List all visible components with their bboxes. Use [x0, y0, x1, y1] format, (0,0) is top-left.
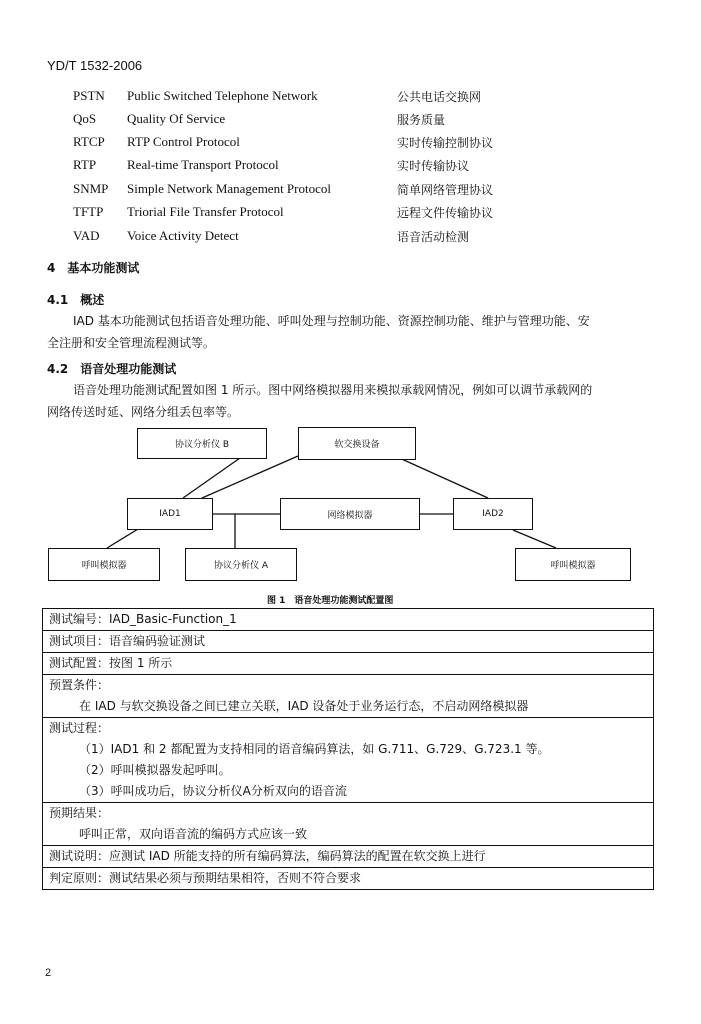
protocol-analyzer-b-box: 协议分析仪 B: [137, 428, 267, 459]
table-row: [43, 653, 654, 675]
iad2-box: IAD2: [453, 498, 533, 530]
table-row: [43, 631, 654, 653]
abbr-code: VAD: [73, 228, 100, 243]
procedure-label: 测试过程：: [49, 721, 110, 735]
section-4-2-text-line2: 网络传送时延、网络分组丢包率等。: [47, 405, 240, 419]
procedure-step-2: （2）呼叫模拟器发起呼叫。: [79, 763, 231, 777]
judgement-rule-cell: 判定原则：测试结果必须与预期结果相符，否则不符合要求: [43, 868, 654, 890]
call-simulator-right-box: 呼叫模拟器: [515, 548, 631, 581]
abbr-english: RTP Control Protocol: [127, 134, 240, 149]
softswitch-box: 软交换设备: [298, 427, 416, 460]
procedure-step-1: （1）IAD1 和 2 都配置为支持相同的语音编码算法，如 G.711、G.729、G.723.1 等。: [79, 742, 550, 756]
table-row: [43, 718, 654, 803]
procedure-cell: [43, 718, 654, 803]
abbr-english: Voice Activity Detect: [127, 228, 239, 243]
abbr-chinese: 实时传输协议: [397, 159, 470, 173]
procedure-step-3: （3）呼叫成功后，协议分析仪A分析双向的语音流: [79, 784, 347, 798]
abbr-chinese: 公共电话交换网: [397, 90, 482, 104]
expected-text: 呼叫正常，双向语音流的编码方式应该一致: [79, 827, 308, 841]
abbr-chinese: 服务质量: [397, 113, 446, 127]
expected-result-cell: [43, 803, 654, 846]
section-4-1-heading: 4.1 概述: [47, 293, 105, 307]
abbr-english: Quality Of Service: [127, 111, 226, 126]
abbr-code: SNMP: [73, 181, 109, 196]
abbr-code: RTP: [73, 157, 97, 172]
test-id-cell: 测试编号：IAD_Basic-Function_1: [43, 609, 654, 631]
abbr-chinese: 语音活动检测: [397, 230, 470, 244]
section-4-heading: 4 基本功能测试: [47, 261, 140, 275]
test-case-table: [42, 608, 654, 890]
section-4-2-heading: 4.2 语音处理功能测试: [47, 362, 177, 376]
section-4-1-text-line2: 全注册和安全管理流程测试等。: [47, 336, 216, 350]
abbr-english: Simple Network Management Protocol: [127, 181, 331, 196]
test-item-cell: 测试项目：语音编码验证测试: [43, 631, 654, 653]
network-simulator-box: 网络模拟器: [280, 498, 420, 530]
section-4-2-text-line1: 语音处理功能测试配置如图 1 所示。图中网络模拟器用来模拟承载网情况，例如可以调节承载网的: [73, 383, 593, 397]
abbr-english: Public Switched Telephone Network: [127, 88, 318, 103]
abbr-chinese: 远程文件传输协议: [397, 206, 494, 220]
abbr-english: Real-time Transport Protocol: [127, 157, 279, 172]
table-row: [43, 675, 654, 718]
abbr-chinese: 实时传输控制协议: [397, 136, 494, 150]
section-4-1-text-line1: IAD 基本功能测试包括语音处理功能、呼叫处理与控制功能、资源控制功能、维护与管理功能、安: [73, 314, 590, 328]
table-row: [43, 609, 654, 631]
page-number: 2: [45, 967, 52, 979]
abbr-english: Triorial File Transfer Protocol: [127, 204, 284, 219]
table-row: [43, 803, 654, 846]
protocol-analyzer-a-box: 协议分析仪 A: [185, 548, 297, 581]
precondition-text: 在 IAD 与软交换设备之间已建立关联，IAD 设备处于业务运行态，不启动网络模拟器: [79, 699, 529, 713]
table-row: [43, 846, 654, 868]
test-config-cell: 测试配置：按图 1 所示: [43, 653, 654, 675]
test-note-cell: 测试说明：应测试 IAD 所能支持的所有编码算法，编码算法的配置在软交换上进行: [43, 846, 654, 868]
abbr-code: RTCP: [73, 134, 105, 149]
abbr-code: TFTP: [73, 204, 104, 219]
abbr-chinese: 简单网络管理协议: [397, 183, 494, 197]
abbr-code: PSTN: [73, 88, 105, 103]
document-code: YD/T 1532-2006: [47, 58, 143, 73]
table-row: [43, 868, 654, 890]
call-simulator-left-box: 呼叫模拟器: [48, 548, 160, 581]
iad1-box: IAD1: [127, 498, 213, 530]
abbr-code: QoS: [73, 111, 97, 126]
expected-label: 预期结果：: [49, 806, 110, 820]
precondition-label: 预置条件：: [49, 678, 110, 692]
figure-caption: 图 1 语音处理功能测试配置图: [267, 596, 394, 606]
precondition-cell: [43, 675, 654, 718]
